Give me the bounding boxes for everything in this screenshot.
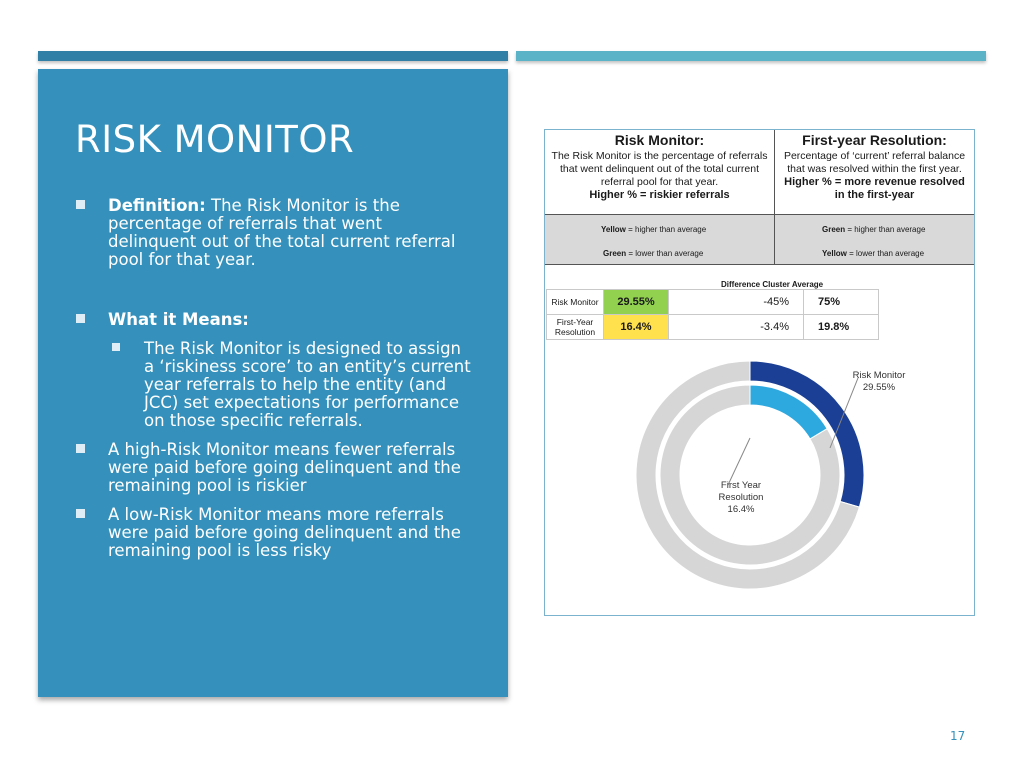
sub-bullet-designed <box>75 340 475 430</box>
bullet-label: Definition: <box>108 196 206 215</box>
first-year-resolution-header: First-year Resolution: Percentage of ‘current’ referral balance that was resolved within the first year. Higher % = more revenue resolved in the first-year <box>783 132 966 201</box>
bullet-square-icon <box>76 200 85 209</box>
bullet-text: A high-Risk Monitor means fewer referrals were paid before going delinquent and the remaining pool is riskier <box>108 440 461 495</box>
content-panel <box>38 69 508 697</box>
legend-right-green: Green = higher than average <box>822 225 926 234</box>
legend-left-yellow: Yellow = higher than average <box>601 225 707 234</box>
top-accent-bar-right <box>516 51 986 61</box>
legend-left-green: Green = lower than average <box>603 249 704 258</box>
bullet-square-icon <box>112 343 120 351</box>
row-difference: -3.4% <box>669 315 804 340</box>
bullet-square-icon <box>76 509 85 518</box>
row-cluster-average: 75% <box>804 290 879 315</box>
row-cluster-average: 19.8% <box>804 315 879 340</box>
bullet-what-it-means <box>75 311 475 329</box>
outer-callout-name: Risk Monitor <box>852 370 906 381</box>
inner-callout-name-1: First Year <box>720 480 762 491</box>
row-value: 16.4% <box>604 315 669 340</box>
outer-callout-value: 29.55% <box>862 382 896 393</box>
row-label: First-Year Resolution <box>547 315 604 340</box>
inner-callout-name-2: Resolution <box>718 492 764 503</box>
row-difference: -45% <box>669 290 804 315</box>
bullet-label: What it Means: <box>108 310 249 329</box>
slide-title: RISK MONITOR <box>75 118 355 161</box>
bullet-list <box>75 197 475 560</box>
bullet-text: The Risk Monitor is designed to assign a ‘riskiness score’ to an entity’s current year referrals to help the entity (and JCC) set expectations for performance on those specific referrals. <box>144 339 471 430</box>
inner-callout-value: 16.4% <box>727 504 755 515</box>
legend-right-yellow: Yellow = lower than average <box>822 249 925 258</box>
bullet-square-icon <box>76 444 85 453</box>
bullet-text: A low-Risk Monitor means more referrals were paid before going delinquent and the remaining pool is less risky <box>108 505 461 560</box>
table-header: Difference Cluster Average <box>721 280 824 289</box>
bullet-low-risk <box>75 506 475 560</box>
donut-chart <box>545 130 974 615</box>
bullet-text: The Risk Monitor is the percentage of referrals that went delinquent out of the total current referral pool for that year. <box>108 196 456 269</box>
top-accent-bar-left <box>38 51 508 61</box>
bullet-definition <box>75 197 475 269</box>
bullet-square-icon <box>76 314 85 323</box>
risk-monitor-figure <box>544 129 975 616</box>
row-value: 29.55% <box>604 290 669 315</box>
risk-monitor-header: Risk Monitor: The Risk Monitor is the percentage of referrals that went delinquent out of the total current referral pool for that year. Higher % = riskier referrals <box>545 130 775 214</box>
bullet-high-risk <box>75 441 475 495</box>
inner-callout-line <box>728 438 750 485</box>
page-number: 17 <box>950 729 966 743</box>
row-label: Risk Monitor <box>547 290 604 315</box>
